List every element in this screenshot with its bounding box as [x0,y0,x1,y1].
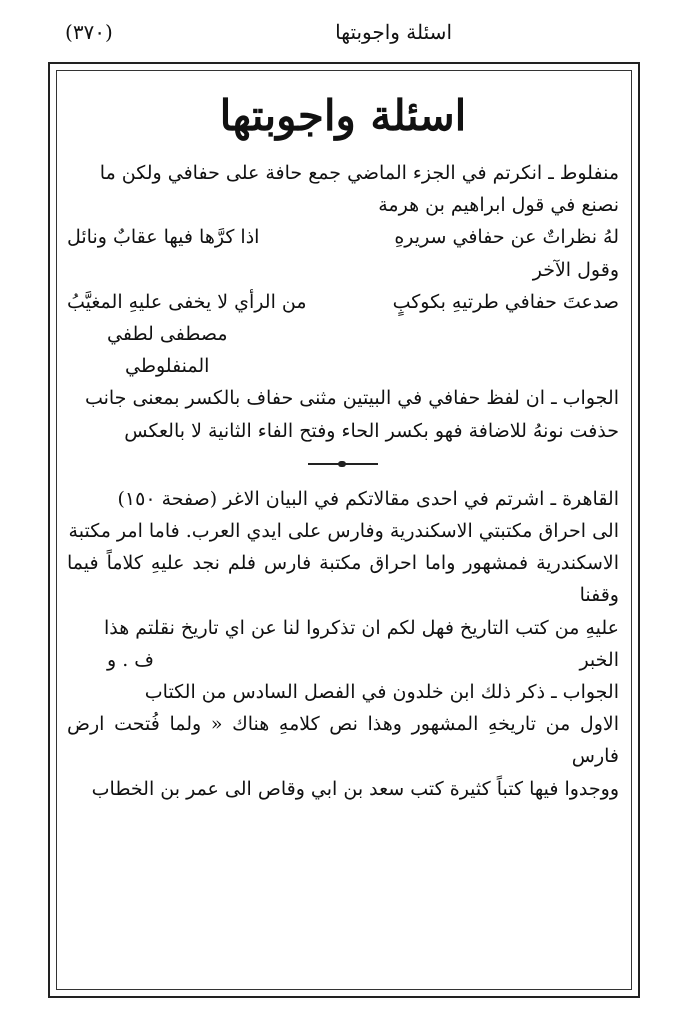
question-1-line-1: منفلوط ـ انكرتم في الجزء الماضي جمع حافة على حفافي ولكن ما [99,162,619,184]
verse-2-second-hemistich: من الرأي لا يخفى عليهِ المغيَّبُ [67,290,307,313]
page-frame-inner [56,70,632,990]
question-2-last-line [67,644,619,676]
page-content [67,81,619,979]
question-2-line-2: الى احراق مكتبتي الاسكندرية وفارس على ايدي العرب. فاما امر مكتبة [68,520,619,543]
question-1-line-2: نصنع في قول ابراهيم بن هرمة [378,194,619,217]
running-head [40,14,637,54]
verse-1-second-hemistich: اذا كرَّها فيها عقابٌ ونائل [67,226,260,249]
verse-2 [67,286,619,318]
answer-1-line-2: حذفت نونهُ للاضافة فهو بكسر الحاء وفتح الفاء الثانية لا بالعكس [124,419,619,442]
section-divider [308,463,378,465]
signature-place: المنفلوطي [125,355,210,378]
page-number: (٣٧٠) [65,20,113,44]
verse-1 [67,221,619,253]
answer-2-line-1: الجواب ـ ذكر ذلك ابن خلدون في الفصل السادس من الكتاب [144,681,619,704]
page-frame [48,62,640,998]
question-2-line-5: الخبر [579,648,619,671]
answer-2-line-3: ووجدوا فيها كتباً كثيرة كتب سعد بن ابي وقاص الى عمر بن الخطاب [91,777,619,800]
question-1-line-3: وقول الآخر [532,258,619,281]
verse-1-first-hemistich: لهُ نظراتٌ عن حفافي سريرهِ [394,226,619,249]
main-title: اسئلة واجوبتها [219,91,467,140]
running-title: اسئلة واجوبتها [335,20,452,44]
signature-name: مصطفى لطفي [107,323,228,346]
question-2-line-4: عليهِ من كتب التاريخ فهل لكم ان تذكروا لنا عن اي تاريخ نقلتم هذا [104,616,619,639]
answer-2-line-2: الاول من تاريخهِ المشهور وهذا نص كلامهِ هناك « ولما فُتحت ارض فارس [67,713,619,768]
verse-2-first-hemistich: صدعتَ حفافي طرتيهِ بكوكبٍ [392,290,619,313]
question-2-signature: ف . و [107,648,154,671]
question-2-line-3: الاسكندرية فمشهور واما احراق مكتبة فارس فلم نجد عليهِ كلاماً فيما وقفنا [67,552,619,607]
question-2-line-1: القاهرة ـ اشرتم في احدى مقالاتكم في البيان الاغر (صفحة ١٥٠) [117,487,619,510]
answer-1-line-1: الجواب ـ ان لفظ حفافي في البيتين مثنى حفاف بالكسر بمعنى جانب [84,387,619,410]
